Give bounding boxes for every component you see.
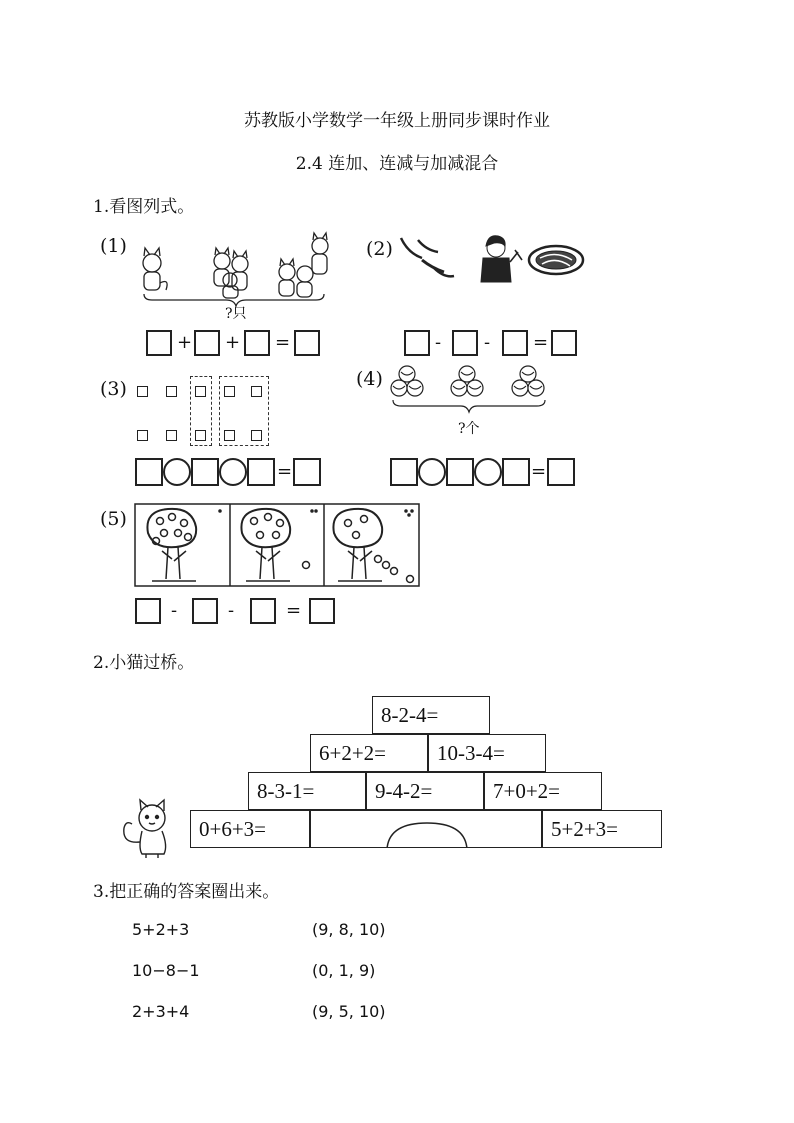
small-square [137,386,148,397]
answer-box[interactable] [135,598,161,624]
answer-box[interactable] [309,598,335,624]
balls-illustration [385,362,560,422]
dashed-group [219,376,269,446]
expression: 2+3+4 [132,1002,190,1021]
lesson-subtitle: 2.4 连加、连减与加减混合 [295,154,499,174]
cat-icon [232,251,248,290]
brick: 5+2+3= [542,810,662,848]
problem3-label: (3) [100,378,127,400]
operator: - [435,332,442,353]
answer-box[interactable] [192,598,218,624]
operator: = [275,332,291,353]
brick: 0+6+3= [190,810,310,848]
arch-icon [311,811,542,848]
operator-circle[interactable] [418,458,446,486]
apple-tree-icon [333,509,413,583]
answer-box[interactable] [502,458,530,486]
operator: - [228,600,235,621]
apple-tree-icon [241,509,309,581]
small-square [137,430,148,441]
answer-box[interactable] [247,458,275,486]
problem2-label: (2) [366,238,393,260]
volleyball-group [512,366,544,396]
operator: = [277,461,293,482]
answer-box[interactable] [404,330,430,356]
bridge-arch [310,810,542,848]
answer-box[interactable] [146,330,172,356]
cat-icon [116,798,182,858]
basket-icon [529,246,583,274]
girl-icon [481,236,522,282]
answer-box[interactable] [452,330,478,356]
operator: + [225,332,241,353]
cat-icon [214,248,230,286]
answer-options[interactable]: (9, 5, 10) [312,1002,386,1021]
answer-box[interactable] [293,458,321,486]
cat-icon [223,273,238,298]
answer-box[interactable] [551,330,577,356]
brick: 10-3-4= [428,734,546,772]
problem5-label: (5) [100,508,127,530]
operator-circle[interactable] [474,458,502,486]
brick: 6+2+2= [310,734,428,772]
brace [393,400,545,412]
cat-icon [312,233,328,274]
section2-heading: 2.小猫过桥。 [93,653,195,673]
answer-box[interactable] [502,330,528,356]
volleyball-group [391,366,423,396]
small-square [166,386,177,397]
bean-pod-icon [401,238,454,276]
problem4-label: (4) [356,368,383,390]
answer-options[interactable]: (9, 8, 10) [312,920,386,939]
apple-tree-icon [147,509,196,581]
answer-box[interactable] [294,330,320,356]
brick: 8-3-1= [248,772,366,810]
answer-box[interactable] [244,330,270,356]
small-square [166,430,177,441]
apple-trees-illustration [134,503,420,587]
answer-box[interactable] [390,458,418,486]
answer-box[interactable] [547,458,575,486]
problem1-caption: ?只 [225,306,247,322]
expression: 10−8−1 [132,961,200,980]
expression: 5+2+3 [132,920,190,939]
page-title: 苏教版小学数学一年级上册同步课时作业 [244,111,550,131]
answer-options[interactable]: (0, 1, 9) [312,961,376,980]
answer-box[interactable] [194,330,220,356]
operator: = [531,461,547,482]
cat-icon [297,266,313,297]
answer-box[interactable] [250,598,276,624]
operator: = [533,332,549,353]
answer-box[interactable] [135,458,163,486]
cat-icon [143,248,167,290]
problem1-label: (1) [100,235,127,257]
brick: 9-4-2= [366,772,484,810]
section3-heading: 3.把正确的答案圈出来。 [93,882,280,902]
volleyball-group [451,366,483,396]
beans-illustration [398,228,588,288]
problem4-caption: ?个 [458,421,480,437]
operator: - [171,600,178,621]
operator: = [286,600,302,621]
operator: - [484,332,491,353]
operator-circle[interactable] [163,458,191,486]
brick: 7+0+2= [484,772,602,810]
operator-circle[interactable] [219,458,247,486]
answer-box[interactable] [191,458,219,486]
dashed-group [190,376,212,446]
operator: + [177,332,193,353]
section1-heading: 1.看图列式。 [93,197,195,217]
cat-icon [279,259,295,296]
answer-box[interactable] [446,458,474,486]
brick: 8-2-4= [372,696,490,734]
